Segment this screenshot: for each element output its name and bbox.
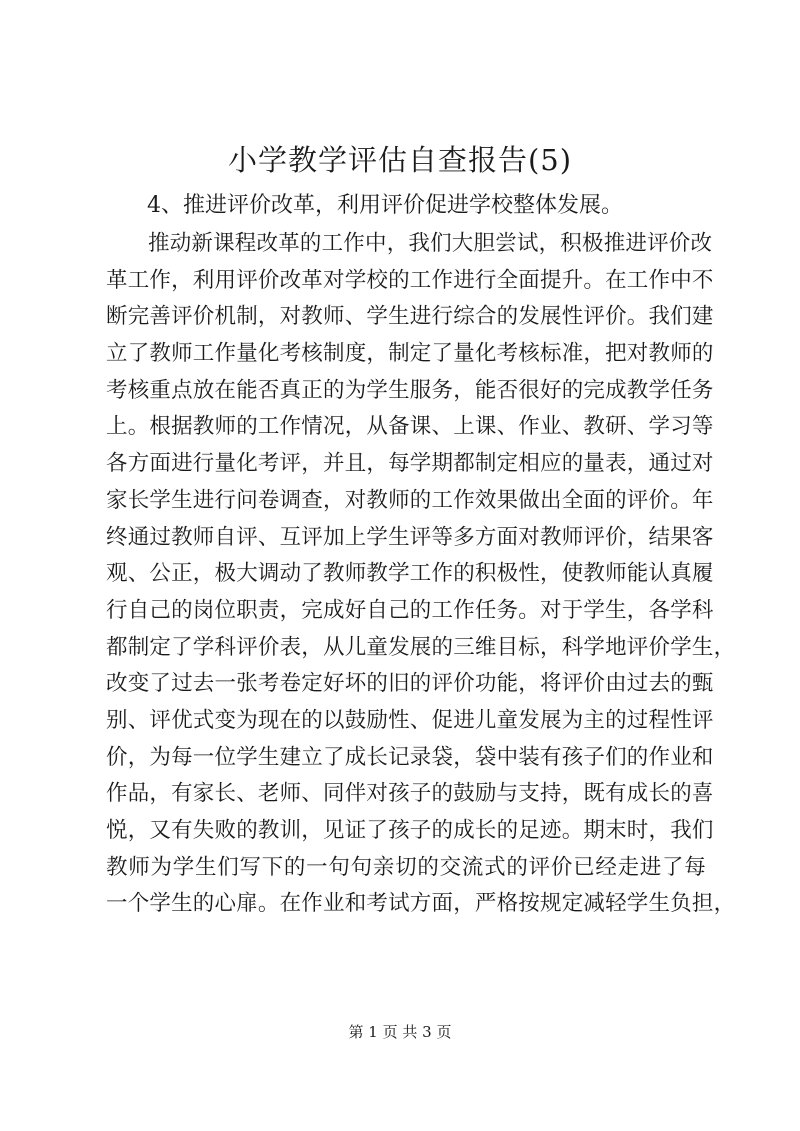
body-text xyxy=(106,226,736,923)
text-line: 改变了过去一张考卷定好坏的旧的评价功能，将评价由过去的甄 xyxy=(106,671,714,697)
text-line: 一个学生的心扉。在作业和考试方面，严格按规定减轻学生负担， xyxy=(106,891,736,917)
text-line: 价，为每一位学生建立了成长记录袋，袋中装有孩子们的作业和 xyxy=(106,744,714,770)
text-line: 教师为学生们写下的一句句亲切的交流式的评价已经走进了每 xyxy=(106,854,706,880)
text-line: 行自己的岗位职责，完成好自己的工作任务。对于学生，各学科 xyxy=(106,597,714,623)
text-line: 各方面进行量化考评，并且，每学期都制定相应的量表，通过对 xyxy=(106,451,714,477)
text-line: 革工作，利用评价改革对学校的工作进行全面提升。在工作中不 xyxy=(106,267,714,293)
text-line: 家长学生进行问卷调查，对教师的工作效果做出全面的评价。年 xyxy=(106,487,714,513)
text-line: 立了教师工作量化考核制度，制定了量化考核标准，把对教师的 xyxy=(106,341,714,367)
text-line: 考核重点放在能否真正的为学生服务，能否很好的完成教学任务 xyxy=(106,377,714,403)
text-line: 都制定了学科评价表，从儿童发展的三维目标，科学地评价学生， xyxy=(106,634,736,660)
text-line: 悦，又有失败的教训，见证了孩子的成长的足迹。期末时，我们 xyxy=(106,818,714,843)
page-footer: 第 1 页 共 3 页 xyxy=(348,1023,452,1041)
text-line: 断完善评价机制，对教师、学生进行综合的发展性评价。我们建 xyxy=(106,304,714,330)
document-title: 小学教学评估自查报告(5) xyxy=(227,143,573,177)
text-line: 作品，有家长、老师、同伴对孩子的鼓励与支持，既有成长的喜 xyxy=(106,781,714,807)
section-heading: 4、推进评价改革，利用评价促进学校整体发展。 xyxy=(147,193,623,218)
text-line: 上。根据教师的工作情况，从备课、上课、作业、教研、学习等 xyxy=(106,414,714,440)
text-line: 观、公正，极大调动了教师教学工作的积极性，使教师能认真履 xyxy=(106,561,714,587)
text-line: 终通过教师自评、互评加上学生评等多方面对教师评价，结果客 xyxy=(106,524,714,550)
text-line: 推动新课程改革的工作中，我们大胆尝试，积极推进评价改 xyxy=(148,231,713,256)
text-line: 别、评优式变为现在的以鼓励性、促进儿童发展为主的过程性评 xyxy=(106,707,714,733)
